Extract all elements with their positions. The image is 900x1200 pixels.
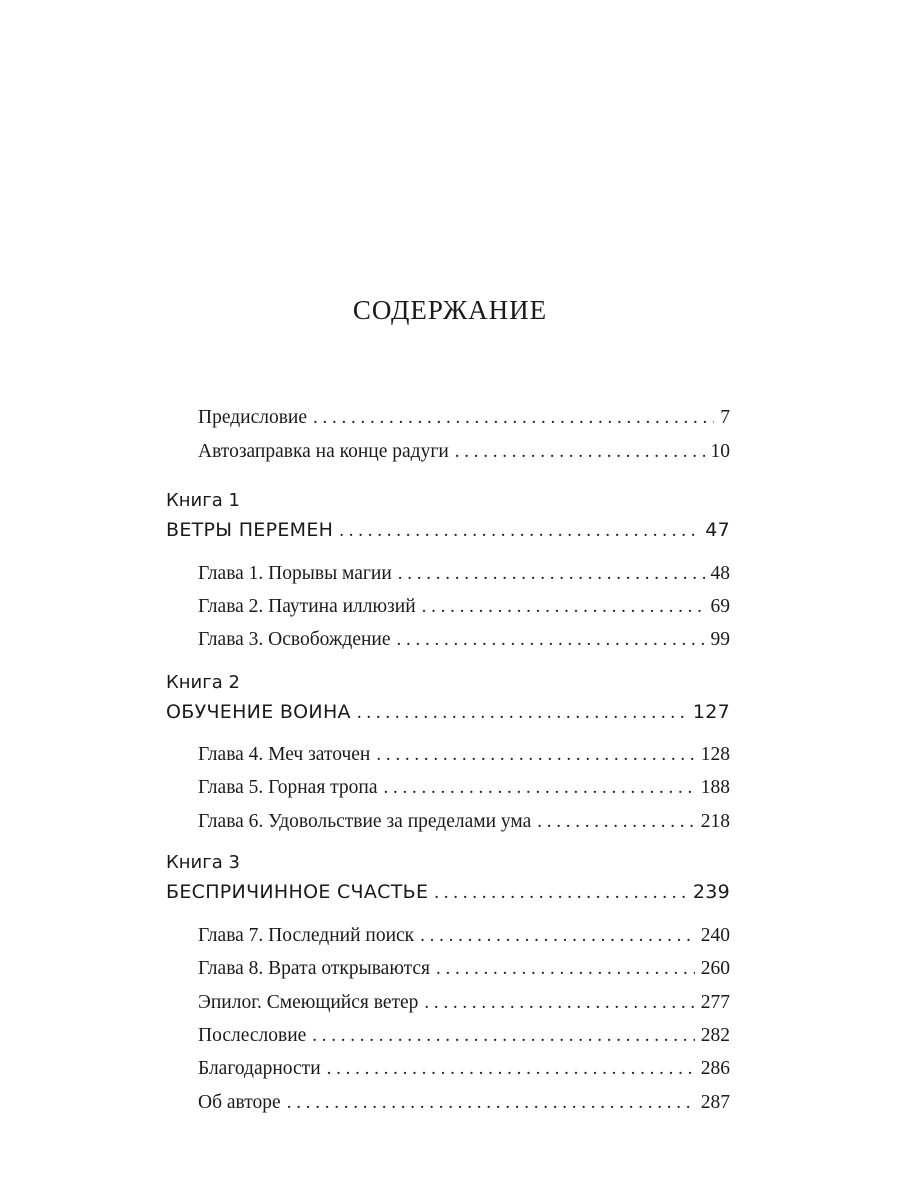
toc-entry-acknowledgements[interactable]	[198, 1054, 730, 1084]
dot-leader	[376, 740, 694, 770]
toc-entry-about-author[interactable]	[198, 1088, 730, 1118]
dot-leader	[436, 954, 695, 984]
toc-entry-label: Предисловие	[198, 407, 308, 428]
toc-entry-label: Глава 7. Последний поиск	[198, 925, 415, 946]
toc-entry-chapter-3[interactable]	[198, 625, 730, 655]
toc-page-number: 47	[705, 519, 730, 541]
toc-entry-label: Глава 1. Порывы магии	[198, 563, 392, 584]
toc-page-number: 240	[700, 925, 730, 946]
toc-entry-afterword[interactable]	[198, 1021, 730, 1051]
book-title: БЕСПРИЧИННОЕ СЧАСТЬЕ	[166, 881, 429, 903]
book-title: ВЕТРЫ ПЕРЕМЕН	[166, 519, 334, 541]
toc-entry-label: Эпилог. Смеющийся ветер	[198, 992, 419, 1013]
dot-leader	[422, 592, 705, 622]
toc-entry-book-1[interactable]	[166, 515, 730, 545]
toc-entry-label: Глава 2. Паутина иллюзий	[198, 596, 416, 617]
toc-entry-chapter-6[interactable]	[198, 807, 730, 837]
toc-page-number: 48	[710, 563, 730, 584]
toc-entry-label: Об авторе	[198, 1092, 281, 1113]
dot-leader	[313, 403, 714, 433]
toc-entry-epilogue[interactable]	[198, 988, 730, 1018]
dot-leader	[455, 437, 705, 467]
toc-page-number: 188	[700, 777, 730, 798]
toc-entry-chapter-4[interactable]	[198, 740, 730, 770]
toc-page-number: 128	[700, 744, 730, 765]
toc-entry-chapter-5[interactable]	[198, 773, 730, 803]
toc-entry-label: Глава 5. Горная тропа	[198, 777, 378, 798]
dot-leader	[312, 1021, 694, 1051]
book-3-label: Книга 3	[166, 852, 240, 873]
dot-leader	[357, 698, 687, 728]
dot-leader	[397, 625, 705, 655]
page-title: СОДЕРЖАНИЕ	[352, 295, 548, 325]
toc-entry-chapter-8[interactable]	[198, 954, 730, 984]
toc-entry-label: Глава 3. Освобождение	[198, 629, 391, 650]
dot-leader	[434, 878, 687, 908]
dot-leader	[384, 773, 695, 803]
toc-page-number: 287	[700, 1092, 730, 1113]
dot-leader	[287, 1088, 695, 1118]
toc-page-number: 69	[710, 596, 730, 617]
toc-entry-label: Глава 4. Меч заточен	[198, 744, 371, 765]
toc-entry-label: Автозаправка на конце радуги	[198, 441, 449, 462]
toc-page-number: 282	[700, 1025, 730, 1046]
toc-entry-chapter-2[interactable]	[198, 592, 730, 622]
toc-entry-label: Глава 8. Врата открываются	[198, 958, 431, 979]
dot-leader	[537, 807, 695, 837]
dot-leader	[398, 559, 705, 589]
toc-page-number: 99	[710, 629, 730, 650]
toc-page-number: 239	[692, 881, 730, 903]
book-title: ОБУЧЕНИЕ ВОИНА	[166, 701, 351, 723]
dot-leader	[339, 516, 699, 546]
toc-page-number: 127	[692, 701, 730, 723]
toc-entry-book-2[interactable]	[166, 697, 730, 727]
toc-entry-chapter-7[interactable]	[198, 921, 730, 951]
toc-page-number: 10	[710, 441, 730, 462]
toc-page-number: 286	[700, 1058, 730, 1079]
toc-entry-label: Благодарности	[198, 1058, 321, 1079]
dot-leader	[424, 988, 694, 1018]
toc-entry-chapter-1[interactable]	[198, 559, 730, 589]
toc-page-number: 260	[700, 958, 730, 979]
book-2-label: Книга 2	[166, 672, 240, 693]
dot-leader	[327, 1054, 695, 1084]
toc-page-number: 277	[700, 992, 730, 1013]
toc-entry-gas-station[interactable]	[198, 437, 730, 467]
dot-leader	[420, 921, 695, 951]
toc-entry-label: Глава 6. Удовольствие за пределами ума	[198, 811, 532, 832]
toc-page-number: 218	[700, 811, 730, 832]
toc-entry-book-3[interactable]	[166, 877, 730, 907]
toc-entry-label: Послесловие	[198, 1025, 307, 1046]
toc-page-number: 7	[720, 407, 730, 428]
book-1-label: Книга 1	[166, 490, 240, 511]
toc-entry-preface[interactable]	[198, 403, 730, 433]
